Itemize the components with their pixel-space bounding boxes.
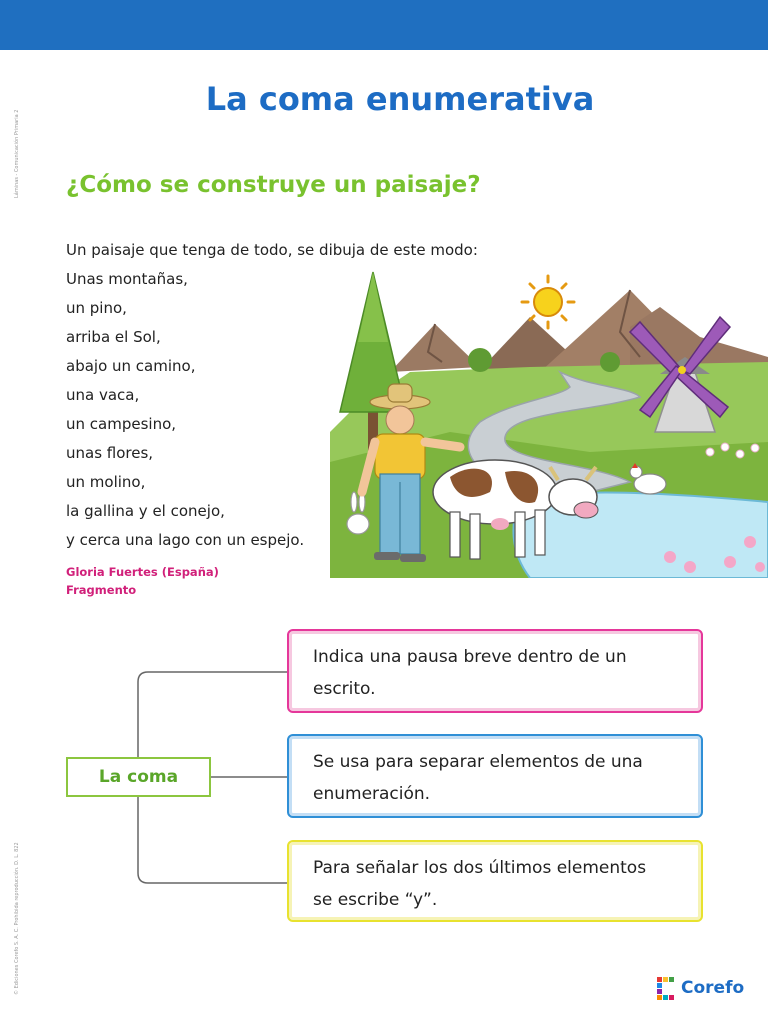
- poem-line: unas flores,: [66, 444, 154, 462]
- definition-box-pause: [287, 629, 703, 713]
- side-note-top: Láminas - Comunicación Primaria 2: [14, 109, 20, 198]
- poem-line: un molino,: [66, 473, 146, 491]
- definition-line: enumeración.: [313, 784, 431, 804]
- definition-line: escrito.: [313, 679, 376, 699]
- definition-box-separate: [287, 734, 703, 818]
- poem-line: un pino,: [66, 299, 127, 317]
- poem-line: Unas montañas,: [66, 270, 188, 288]
- definition-line: Indica una pausa breve dentro de un: [313, 647, 627, 667]
- definition-line: Para señalar los dos últimos elementos: [313, 858, 647, 878]
- poem-fragment-note: Fragmento: [66, 583, 137, 597]
- la-coma-box: La coma: [66, 757, 211, 797]
- poem-line: arriba el Sol,: [66, 328, 161, 346]
- page-title: La coma enumerativa: [205, 80, 595, 118]
- definition-line: se escribe “y”.: [313, 890, 438, 910]
- poem-line: y cerca una lago con un espejo.: [66, 531, 305, 549]
- poem-line: una vaca,: [66, 386, 140, 404]
- corefo-logo: [655, 974, 744, 1002]
- corefo-logo-text: Corefo: [681, 978, 745, 998]
- section-subtitle: ¿Cómo se construye un paisaje?: [66, 172, 481, 198]
- poem-line: la gallina y el conejo,: [66, 502, 225, 520]
- side-note-bottom: © Ediciones Corefo S. A. C. Prohibida reproducción. D. L. 822: [14, 842, 20, 995]
- poem-line: Un paisaje que tenga de todo, se dibuja de este modo:: [66, 241, 478, 259]
- corefo-logo-icon: [655, 975, 677, 1001]
- definition-box-last-elements: [287, 840, 703, 922]
- definition-line: Se usa para separar elementos de una: [313, 752, 643, 772]
- poem-line: un campesino,: [66, 415, 177, 433]
- poem-line: abajo un camino,: [66, 357, 196, 375]
- poem-author: Gloria Fuertes (España): [66, 565, 219, 579]
